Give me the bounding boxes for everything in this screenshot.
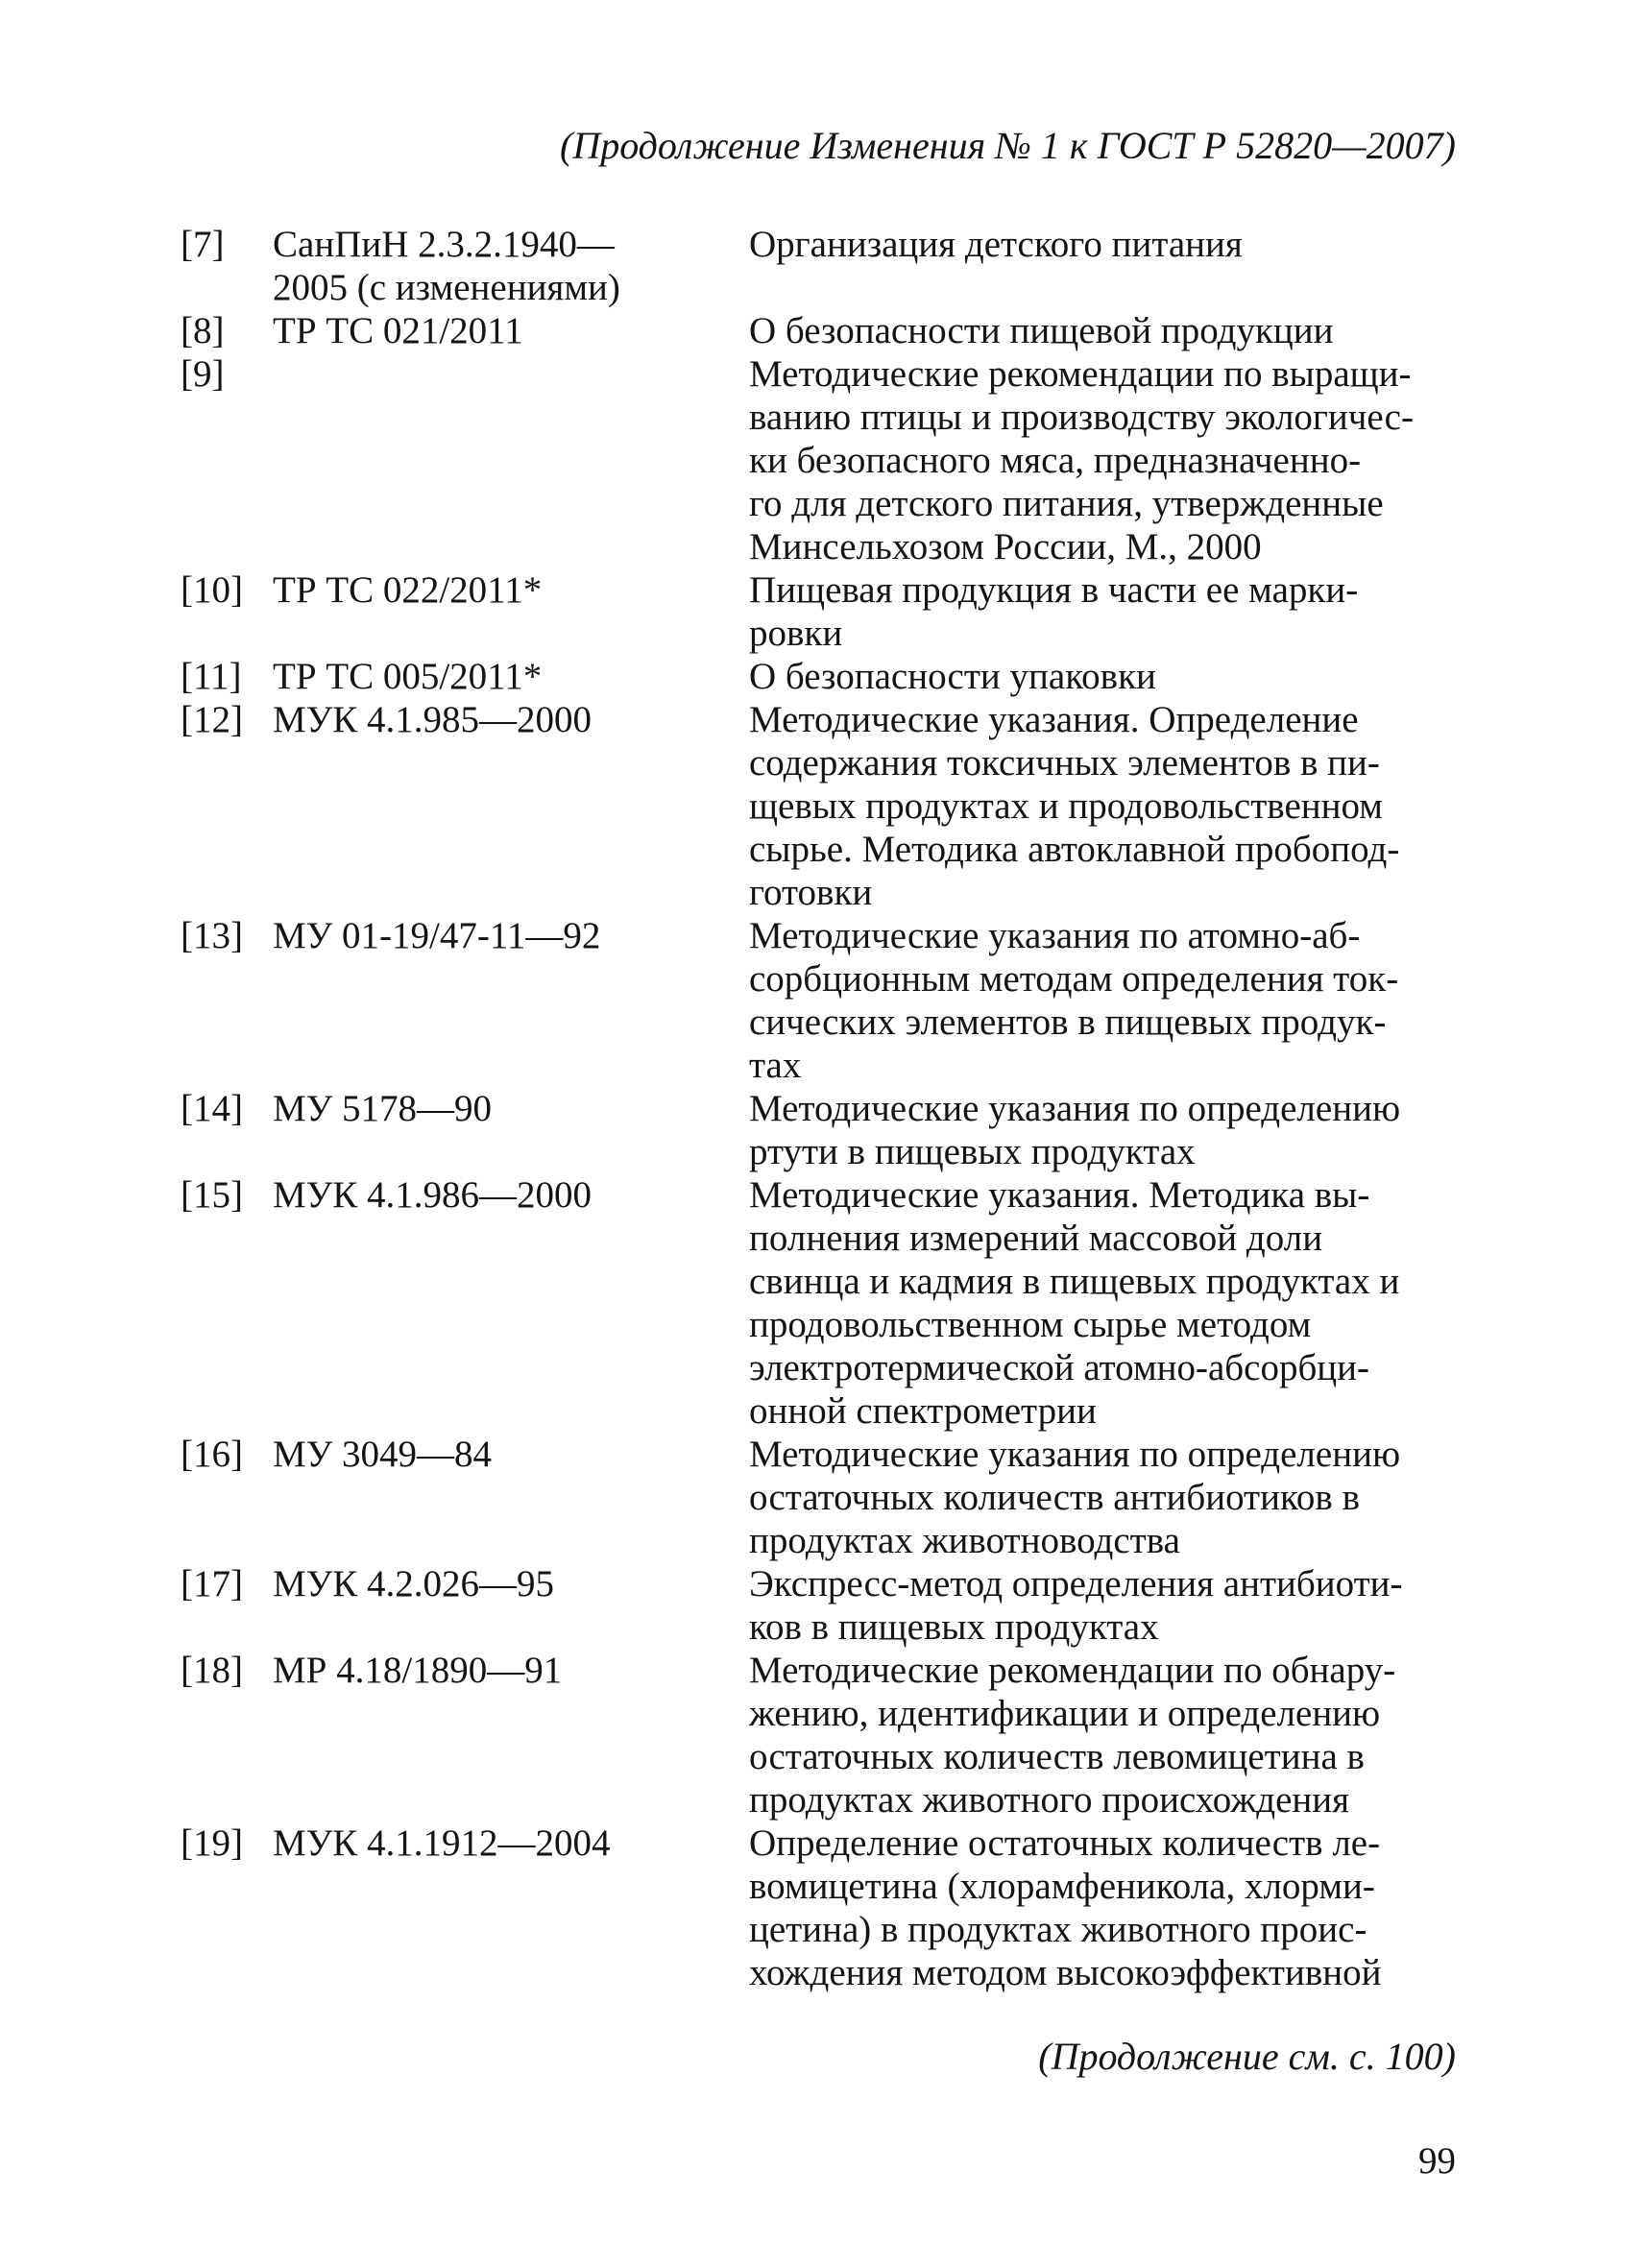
reference-item [181, 352, 1456, 568]
page-header: (Продолжение Изменения № 1 к ГОСТ Р 52820—2007) [560, 124, 1456, 167]
reference-number: [12] [181, 699, 243, 740]
reference-code: МУК 4.1.986—2000 [273, 1174, 593, 1216]
reference-item [181, 914, 1456, 1087]
reference-code: МУК 4.2.026—95 [273, 1563, 555, 1604]
reference-code [273, 352, 749, 568]
reference-code: СанПиН 2.3.2.1940— 2005 (с изменениями) [273, 224, 620, 308]
reference-code: МУК 4.1.1912—2004 [273, 1822, 611, 1864]
reference-number: [13] [181, 915, 243, 956]
reference-title: Экспресс-метод определения антибиоти- ков в пищевых продуктах [749, 1563, 1403, 1648]
reference-number: [8] [181, 310, 225, 351]
reference-item [181, 1173, 1456, 1433]
reference-item [181, 1822, 1456, 1994]
reference-code: ТР ТС 022/2011* [273, 569, 543, 611]
reference-item [181, 1087, 1456, 1173]
reference-item [181, 698, 1456, 914]
reference-title: Определение остаточных количеств ле- вомицетина (хлорамфеникола, хлорми- цетина) в продуктах животного проис- хождения методом высокоэффективной [749, 1822, 1382, 1993]
reference-number: [17] [181, 1563, 243, 1604]
reference-title: Методические рекомендации по обнару- жению, идентификации и определению остаточных количеств левомицетина в продуктах животного происхождения [749, 1650, 1396, 1821]
reference-title: О безопасности пищевой продукции [749, 310, 1334, 351]
continuation-note: (Продолжение см. с. 100) [1038, 2035, 1456, 2078]
reference-list [181, 223, 1456, 1994]
reference-title: О безопасности упаковки [749, 656, 1156, 697]
reference-title: Методические рекомендации по выращи- ванию птицы и производству экологичес- ки безопасного мяса, предназначенно- го для детского питания, утвержденные Минсельхозом России, М., 2000 [749, 353, 1414, 567]
reference-code: МУ 5178—90 [273, 1088, 493, 1129]
reference-title: Методические указания по определению остаточных количеств антибиотиков в продуктах животноводства [749, 1434, 1401, 1561]
reference-item [181, 309, 1456, 352]
reference-title: Методические указания по атомно-аб- сорбционным методам определения ток- сических элементов в пищевых продук- тах [749, 915, 1399, 1086]
reference-code: МУ 3049—84 [273, 1434, 493, 1475]
reference-item [181, 1433, 1456, 1562]
reference-number: [19] [181, 1822, 243, 1864]
reference-title: Методические указания. Определение содержания токсичных элементов в пи- щевых продуктах и продовольственном сырье. Методика автоклавной пробопод- готовки [749, 699, 1400, 913]
reference-item [181, 568, 1456, 655]
reference-item [181, 223, 1456, 309]
reference-number: [15] [181, 1174, 243, 1216]
reference-number: [9] [181, 353, 225, 395]
reference-number: [7] [181, 224, 225, 265]
reference-title: Организация детского питания [749, 224, 1243, 265]
reference-title: Методические указания. Методика вы- полнения измерений массовой доли свинца и кадмия в пищевых продуктах и продовольственном сырье методом электротермической атомно-абсорбци- онной спектрометрии [749, 1174, 1400, 1432]
reference-number: [18] [181, 1650, 243, 1691]
reference-code: МР 4.18/1890—91 [273, 1650, 563, 1691]
reference-number: [11] [181, 656, 242, 697]
reference-code: МУК 4.1.985—2000 [273, 699, 593, 740]
reference-item [181, 1649, 1456, 1822]
reference-title: Пищевая продукция в части ее марки- ровки [749, 569, 1359, 654]
reference-number: [10] [181, 569, 243, 611]
reference-item [181, 655, 1456, 698]
reference-code: МУ 01-19/47-11—92 [273, 915, 601, 956]
reference-item [181, 1562, 1456, 1649]
reference-number: [16] [181, 1434, 243, 1475]
reference-title: Методические указания по определению ртути в пищевых продуктах [749, 1088, 1401, 1172]
reference-code: ТР ТС 021/2011 [273, 310, 523, 351]
reference-number: [14] [181, 1088, 243, 1129]
page-number: 99 [1418, 2140, 1456, 2182]
reference-code: ТР ТС 005/2011* [273, 656, 543, 697]
